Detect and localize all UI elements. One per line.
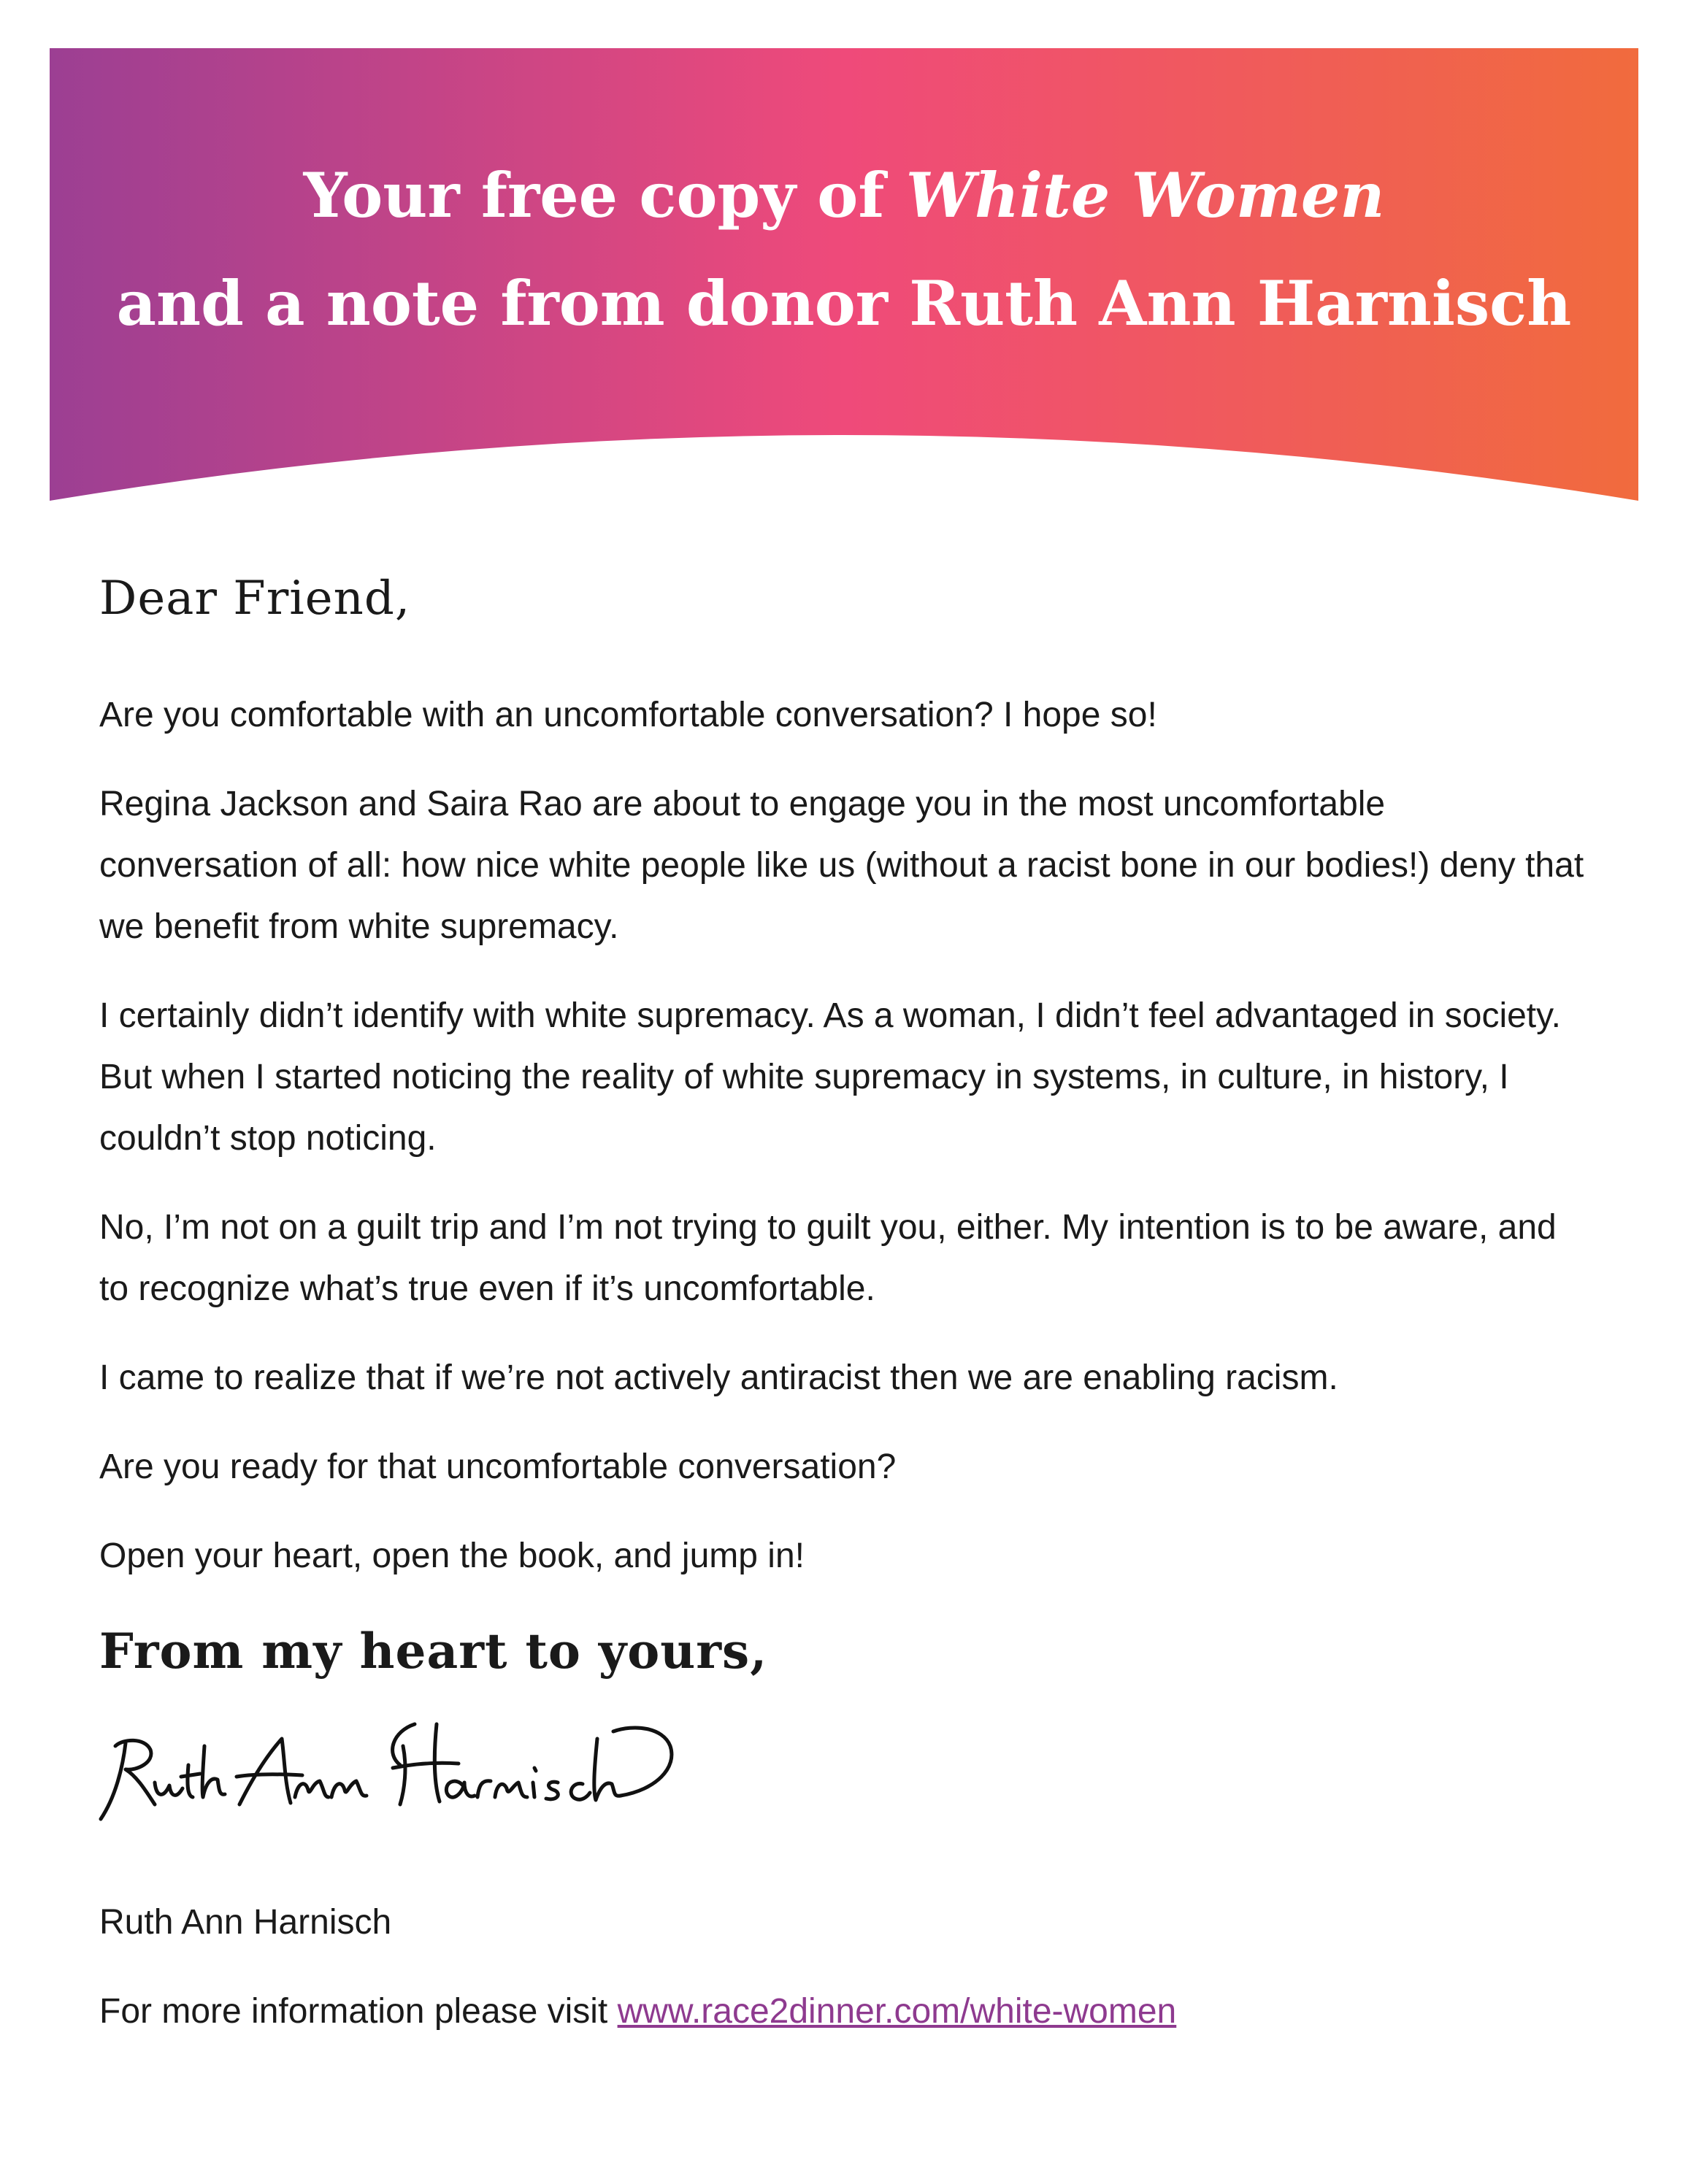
- letter-paragraph: I came to realize that if we’re not actively antiracist then we are enabling racism.: [99, 1358, 1338, 1397]
- banner-title-line-2: and a note from donor Ruth Ann Harnisch: [116, 267, 1572, 339]
- header-banner: [50, 48, 1638, 501]
- letter-paragraph: Are you ready for that uncomfortable conversation?: [99, 1447, 897, 1486]
- letter-paragraph: Regina Jackson and Saira Rao are about to engage you in the most uncomfortable conversation of all: how nice white people like us (without a racist bone in our bodies!) deny that we benefit from white supremacy.: [99, 785, 1584, 946]
- letter-paragraph: I certainly didn’t identify with white supremacy. As a woman, I didn’t feel advantaged in society. But when I started noticing the reality of white supremacy in systems, in culture, in history, I couldn’t stop noticing.: [99, 996, 1561, 1158]
- closing: From my heart to yours,: [99, 1623, 768, 1680]
- more-info-text: For more information please visit: [99, 1992, 618, 2031]
- book-title: White Women: [905, 159, 1385, 231]
- letter-body: [99, 569, 1589, 2042]
- letter-paragraph: No, I’m not on a guilt trip and I’m not trying to guilt you, either. My intention is to be aware, and to recognize what’s true even if it’s uncomfortable.: [99, 1208, 1557, 1308]
- more-info: [99, 1981, 1589, 2042]
- website-link[interactable]: www.race2dinner.com/white-women: [617, 1992, 1177, 2031]
- signer-name: Ruth Ann Harnisch: [99, 1903, 392, 1942]
- letter-paragraph: Are you comfortable with an uncomfortable conversation? I hope so!: [99, 696, 1157, 734]
- salutation: Dear Friend,: [99, 572, 411, 626]
- banner-title-line-1: Your free copy of White Women: [303, 159, 1385, 231]
- banner-title: [50, 142, 1638, 358]
- letter-paragraph: Open your heart, open the book, and jump in!: [99, 1537, 805, 1575]
- signature-image: [93, 1695, 692, 1841]
